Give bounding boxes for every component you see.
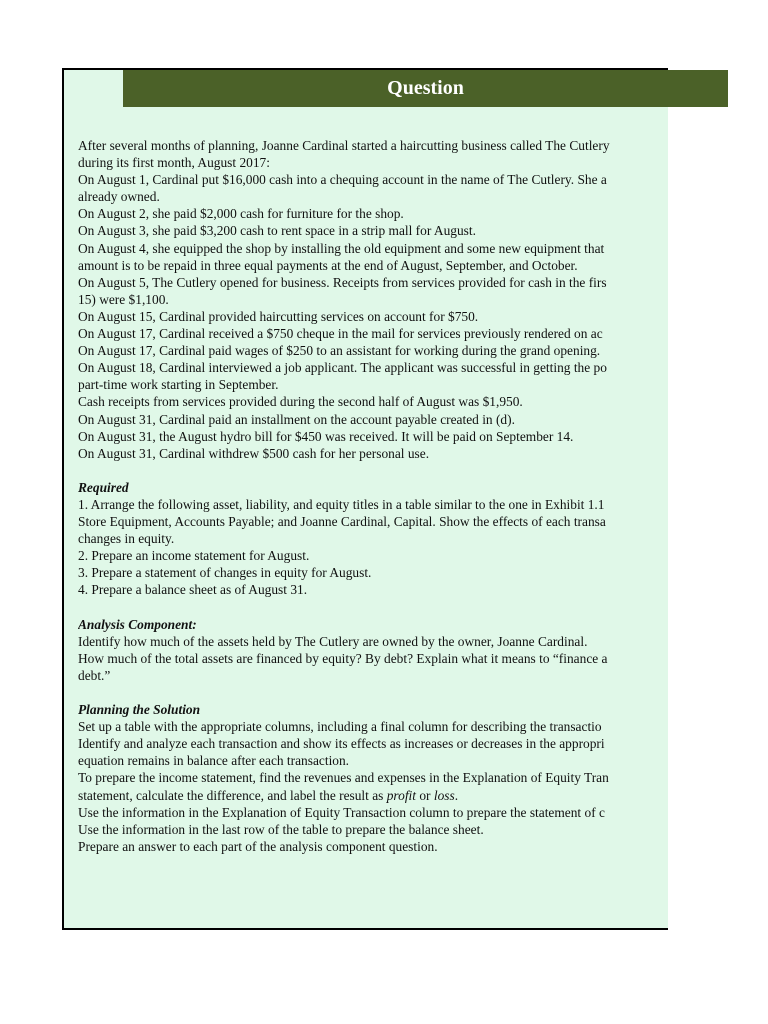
transaction-line: On August 4, she equipped the shop by installing the old equipment and some new equipment that xyxy=(78,240,605,256)
spacer xyxy=(78,462,668,479)
transaction-line: On August 18, Cardinal interviewed a job applicant. The applicant was successful in getting the po xyxy=(78,360,607,376)
required-line: Store Equipment, Accounts Payable; and Joanne Cardinal, Capital. Show the effects of each transa xyxy=(78,514,606,530)
analysis-line: Identify how much of the assets held by The Cutlery are owned by the owner, Joanne Cardinal. xyxy=(78,633,588,649)
transaction-line: On August 17, Cardinal paid wages of $250 to an assistant for working during the grand opening. xyxy=(78,343,601,359)
planning-line: Use the information in the Explanation of Equity Transaction column to prepare the statement of c xyxy=(78,804,605,820)
transaction-line: On August 31, Cardinal withdrew $500 cash for her personal use. xyxy=(78,445,430,461)
transaction-line: Cash receipts from services provided during the second half of August was $1,950. xyxy=(78,394,523,410)
required-line: 3. Prepare a statement of changes in equity for August. xyxy=(78,565,372,581)
transaction-line: On August 17, Cardinal received a $750 cheque in the mail for services previously rendered on ac xyxy=(78,326,603,342)
planning-profit-line xyxy=(78,787,668,804)
spacer xyxy=(78,684,668,701)
analysis-heading: Analysis Component: xyxy=(78,616,197,632)
transaction-line: On August 2, she paid $2,000 cash for furniture for the shop. xyxy=(78,206,404,222)
planning-line: To prepare the income statement, find the revenues and expenses in the Explanation of Equity Tran xyxy=(78,770,609,786)
or-word: or xyxy=(415,787,434,803)
required-line: 4. Prepare a balance sheet as of August 31. xyxy=(78,582,308,598)
required-line: 1. Arrange the following asset, liability, and equity titles in a table similar to the one in Exhibit 1.1 xyxy=(78,496,605,512)
question-content xyxy=(78,137,668,855)
transaction-line: On August 3, she paid $3,200 cash to rent space in a strip mall for August. xyxy=(78,223,476,239)
transaction-line: 15) were $1,100. xyxy=(78,291,169,307)
planning-heading: Planning the Solution xyxy=(78,702,201,718)
planning-line: Identify and analyze each transaction and show its effects as increases or decreases in the appropri xyxy=(78,736,605,752)
transaction-line: amount is to be repaid in three equal payments at the end of August, September, and October. xyxy=(78,257,578,273)
planning-line: equation remains in balance after each transaction. xyxy=(78,753,350,769)
profit-line-text: statement, calculate the difference, and label the result as xyxy=(78,787,387,803)
transaction-line: already owned. xyxy=(78,189,160,205)
required-heading: Required xyxy=(78,479,129,495)
period: . xyxy=(454,787,459,803)
transaction-line: part-time work starting in September. xyxy=(78,377,279,393)
required-line: changes in equity. xyxy=(78,531,175,547)
analysis-line: How much of the total assets are financed by equity? By debt? Explain what it means to “finance a xyxy=(78,650,608,666)
loss-word: loss xyxy=(433,787,455,803)
planning-line: Set up a table with the appropriate columns, including a final column for describing the transactio xyxy=(78,719,602,735)
planning-line: Prepare an answer to each part of the analysis component question. xyxy=(78,838,438,854)
transaction-line: On August 31, Cardinal paid an installment on the account payable created in (d). xyxy=(78,411,515,427)
spacer xyxy=(78,599,668,616)
profit-word: profit xyxy=(386,787,416,803)
required-line: 2. Prepare an income statement for August. xyxy=(78,548,310,564)
planning-line: Use the information in the last row of the table to prepare the balance sheet. xyxy=(78,821,484,837)
question-banner: Question xyxy=(123,70,728,107)
transaction-line: On August 31, the August hydro bill for $450 was received. It will be paid on September 14. xyxy=(78,428,574,444)
transaction-line: On August 15, Cardinal provided haircutting services on account for $750. xyxy=(78,308,479,324)
intro-line: After several months of planning, Joanne Cardinal started a haircutting business called The Cutlery xyxy=(78,138,610,153)
intro-line: during its first month, August 2017: xyxy=(78,155,270,171)
transaction-line: On August 1, Cardinal put $16,000 cash into a chequing account in the name of The Cutlery. She a xyxy=(78,172,607,188)
analysis-line: debt.” xyxy=(78,667,111,683)
transaction-line: On August 5, The Cutlery opened for business. Receipts from services provided for cash in the firs xyxy=(78,274,607,290)
